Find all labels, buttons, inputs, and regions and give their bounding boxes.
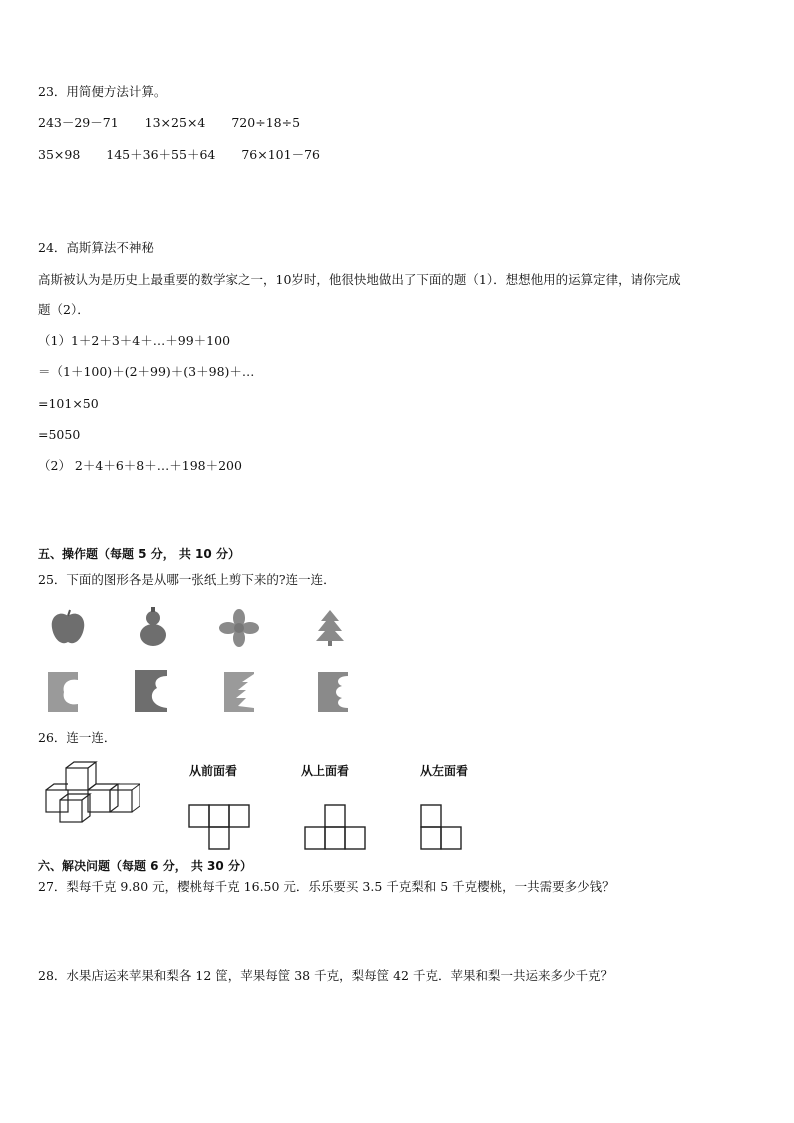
q24-step: =5050 <box>38 427 81 442</box>
t-shape-view-figure <box>188 804 252 850</box>
tree-cutout-icon <box>314 608 346 648</box>
view-label-left: 从左面看 <box>420 764 469 778</box>
q26-title: 26．连一连． <box>38 730 117 745</box>
q24-step: =101×50 <box>38 396 99 411</box>
section-heading: 六、解决问题（每题 6 分， 共 30 分） <box>38 859 252 873</box>
q23-expr: 76×101－76 <box>241 147 320 162</box>
q23-expr: 13×25×4 <box>144 115 206 130</box>
q23-row2 <box>38 147 342 163</box>
inverted-t-view-figure <box>304 804 368 850</box>
q25-title: 25．下面的图形各是从哪一张纸上剪下来的?连一连． <box>38 572 336 587</box>
view-label-front: 从前面看 <box>189 764 238 778</box>
q23-expr: 243－29－71 <box>38 115 119 130</box>
q24-step: （1）1＋2＋3＋4＋…＋99＋100 <box>38 333 231 348</box>
view-label-top: 从上面看 <box>301 764 350 778</box>
q23-title: 23．用简便方法计算。 <box>38 84 167 99</box>
paper-apple-hole-icon <box>48 672 78 712</box>
q24-step: ＝（1＋100)＋(2＋99)＋(3＋98)＋… <box>38 364 255 379</box>
flower-cutout-icon <box>218 608 260 648</box>
q23-row1 <box>38 115 322 131</box>
paper-gourd-hole-icon <box>135 670 167 712</box>
q24-title: 24．高斯算法不神秘 <box>38 240 154 255</box>
q24-paragraph: 高斯被认为是历史上最重要的数学家之一，10岁时，他很快地做出了下面的题（1）．想想他用的运算定律，请你完成 <box>38 272 681 287</box>
paper-flower-hole-icon <box>318 672 348 712</box>
paper-tree-hole-icon <box>224 672 254 712</box>
l-shape-view-figure <box>420 804 466 850</box>
q28-text: 28．水果店运来苹果和梨各 12 筐，苹果每筐 38 千克，梨每筐 42 千克．苹果和梨一共运来多少千克？ <box>38 968 613 983</box>
q23-expr: 720÷18÷5 <box>231 115 301 130</box>
apple-cutout-icon <box>48 608 88 648</box>
section-heading: 五、操作题（每题 5 分， 共 10 分） <box>38 547 240 561</box>
q23-expr: 35×98 <box>38 147 81 162</box>
cube-stack-figure <box>40 758 140 830</box>
q23-expr: 145＋36＋55＋64 <box>106 147 216 162</box>
q24-paragraph-cont: 题（2）． <box>38 302 90 317</box>
q27-text: 27．梨每千克 9.80 元，樱桃每千克 16.50 元．乐乐要买 3.5 千克梨和 5 千克樱桃，一共需要多少钱？ <box>38 879 615 894</box>
gourd-cutout-icon <box>135 606 171 648</box>
q24-step: （2） 2＋4＋6＋8＋…＋198＋200 <box>38 458 242 473</box>
